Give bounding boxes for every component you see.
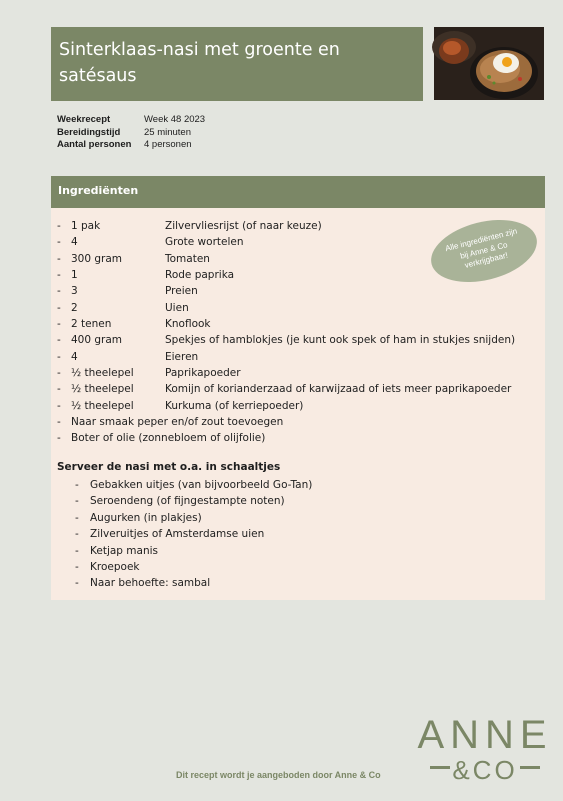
ingredient-name: Komijn of korianderzaad of karwijzaad of iets meer paprikapoeder [165,383,512,396]
ingredient-item: - ½ theelepel Komijn of korianderzaad of karwijzaad of iets meer paprikapoeder [57,381,515,397]
ingredient-qty: ½ theelepel [71,383,134,396]
dish-photo [434,27,544,100]
badge-text: Alle ingrediënten zijn bij Anne & Co verkrijgbaar! [444,226,519,271]
ingredient-qty: 400 gram [71,334,123,347]
ingredient-qty: 2 [71,301,78,314]
ingredients-header: Ingrediënten [51,176,545,208]
ingredient-item: - ½ theelepel Paprikapoeder [57,365,515,381]
ingredient-item: - 2 tenen Knoflook [57,316,515,332]
ingredient-item: - 1 Rode paprika [57,267,515,283]
meta-label: Bereidingstijd [57,126,121,138]
ingredient-qty: 2 tenen [71,318,112,331]
serve-title: Serveer de nasi met o.a. in schaaltjes [57,461,281,473]
ingredient-item: - 4 Eieren [57,349,515,365]
serve-item: - Naar behoefte: sambal [75,575,312,591]
ingredient-name: Boter of olie (zonnebloem of olijfolie) [71,432,266,445]
ingredient-qty: 300 gram [71,252,123,265]
logo-line-1: ANNE [417,713,553,757]
ingredient-item: - 300 gram Tomaten [57,251,515,267]
ingredient-item: - 4 Grote wortelen [57,234,515,250]
ingredient-name: Grote wortelen [165,236,244,249]
ingredient-name: Rode paprika [165,269,235,282]
ingredient-name: Uien [165,301,189,314]
ingredient-qty: ½ theelepel [71,399,134,412]
ingredient-item: - Boter of olie (zonnebloem of olijfolie) [57,430,515,446]
serve-item-text: Augurken (in plakjes) [90,511,202,524]
serve-item: - Ketjap manis [75,543,312,559]
ingredient-name: Tomaten [165,252,210,265]
ingredient-item: - 1 pak Zilvervliesrijst (of naar keuze) [57,218,515,234]
ingredient-item: - Naar smaak peper en/of zout toevoegen [57,414,515,430]
serve-item: - Kroepoek [75,559,312,575]
serve-item-text: Zilveruitjes of Amsterdamse uien [90,528,265,541]
ingredient-name: Zilvervliesrijst (of naar keuze) [165,220,322,232]
meta-label: Aantal personen [57,139,132,151]
meta-row-week [57,114,205,127]
ingredient-qty: 4 [71,350,78,363]
serve-item: - Augurken (in plakjes) [75,510,312,526]
ingredient-item: - 3 Preien [57,283,515,299]
anne-co-logo [417,712,553,785]
ingredient-name: Naar smaak peper en/of zout toevoegen [71,416,284,429]
ingredient-name: Spekjes of hamblokjes (je kunt ook spek of ham in stukjes snijden) [165,334,516,347]
meta-value: Week 48 2023 [144,114,206,125]
serve-item-text: Ketjap manis [90,544,158,557]
serve-item: - Gebakken uitjes (van bijvoorbeeld Go-Tan) [75,477,312,493]
recipe-title: Sinterklaas-nasi met groente en satésaus [51,27,423,101]
meta-row-persons [57,139,205,152]
ingredient-qty: ½ theelepel [71,367,134,380]
ingredient-name: Kurkuma (of kerriepoeder) [165,399,304,412]
ingredient-name: Preien [165,285,198,298]
ingredient-name: Eieren [165,350,199,363]
serve-item-text: Kroepoek [90,560,140,573]
serve-item: - Zilveruitjes of Amsterdamse uien [75,526,312,542]
recipe-meta [57,114,205,152]
ingredient-qty: 1 pak [71,220,101,232]
ingredient-item: - 400 gram Spekjes of hamblokjes (je kunt ook spek of ham in stukjes snijden) [57,332,515,348]
ingredient-name: Paprikapoeder [165,367,241,380]
meta-label: Weekrecept [57,114,111,125]
serve-list [75,477,312,592]
meta-value: 25 minuten [144,126,192,138]
serve-item: - Seroendeng (of fijngestampte noten) [75,493,312,509]
serve-item-text: Naar behoefte: sambal [90,577,211,590]
meta-value: 4 personen [144,139,192,151]
serve-item-text: Gebakken uitjes (van bijvoorbeeld Go-Tan) [90,479,313,491]
ingredient-name: Knoflook [165,318,211,331]
ingredient-qty: 1 [71,269,78,282]
ingredient-item: - 2 Uien [57,300,515,316]
logo-line-2: &CO [452,755,518,785]
ingredient-item: - ½ theelepel Kurkuma (of kerriepoeder) [57,398,515,414]
ingredient-qty: 4 [71,236,78,249]
footer-credit: Dit recept wordt je aangeboden door Anne & Co [176,770,381,780]
meta-row-time [57,127,205,140]
serve-item-text: Seroendeng (of fijngestampte noten) [90,495,285,508]
ingredient-qty: 3 [71,285,78,298]
